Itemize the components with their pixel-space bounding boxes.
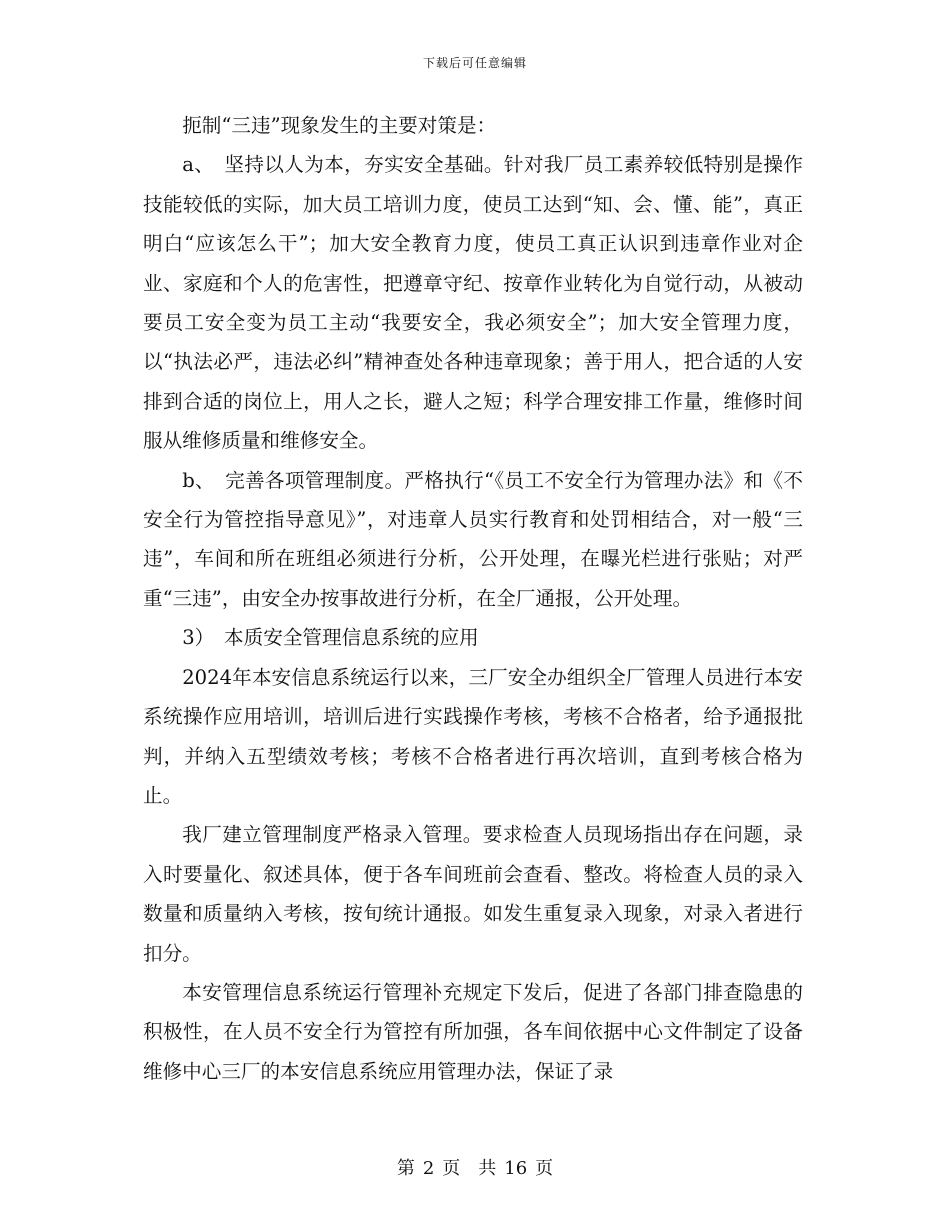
- footer-suffix: 页: [535, 1158, 554, 1179]
- paragraph-a: a、 坚持以人为本，夯实安全基础。针对我厂员工素养较低特别是操作技能较低的实际，加大员工培训力度，使员工达到“知、会、懂、能”，真正明白“应该怎么干”；加大安全教育力度，使员工真正认识到违章作业对企业、家庭和个人的危害性，把遵章守纪、按章作业转化为自觉行动，从被动要员工安全变为员工主动“我要安全，我必须安全”；加大安全管理力度，以“执法必严，违法必纠”精神查处各种违章现象；善于用人，把合适的人安排到合适的岗位上，用人之长，避人之短；科学合理安排工作量，维修时间服从维修质量和维修安全。: [143, 153, 803, 453]
- paragraph-entry-management: 我厂建立管理制度严格录入管理。要求检查人员现场指出存在问题，录入时要量化、叙述具体，便于各车间班前会查看、整改。将检查人员的录入数量和质量纳入考核，按旬统计通报。如发生重复录入现象，对录入者进行扣分。: [143, 823, 803, 965]
- paragraph-b: b、 完善各项管理制度。严格执行“《员工不安全行为管理办法》和《不安全行为管控指导意见》”，对违章人员实行教育和处罚相结合，对一般“三违”，车间和所在班组必须进行分析，公开处理，在曝光栏进行张贴；对严重“三违”，由安全办按事故进行分析，在全厂通报，公开处理。: [143, 468, 803, 610]
- paragraph-intro: 扼制“三违”现象发生的主要对策是：: [182, 114, 497, 137]
- footer-middle: 页 共: [442, 1158, 497, 1179]
- section-heading: 3） 本质安全管理信息系统的应用: [182, 626, 479, 650]
- document-body: [143, 106, 803, 1091]
- page-total: 16: [504, 1158, 528, 1179]
- page-number: 2: [422, 1158, 435, 1179]
- paragraph-2024: 2024年本安信息系统运行以来，三厂安全办组织全厂管理人员进行本安系统操作应用培训，培训后进行实践操作考核，考核不合格者，给予通报批判，并纳入五型绩效考核；考核不合格者进行再次培训，直到考核合格为止。: [143, 665, 803, 807]
- page-header: 下载后可任意编辑: [422, 56, 527, 70]
- page-footer: [0, 1154, 950, 1180]
- paragraph-supplement: 本安管理信息系统运行管理补充规定下发后，促进了各部门排查隐患的积极性，在人员不安全行为管控有所加强，各车间依据中心文件制定了设备维修中心三厂的本安信息系统应用管理办法，保证了录: [143, 980, 803, 1083]
- footer-prefix: 第: [396, 1158, 415, 1179]
